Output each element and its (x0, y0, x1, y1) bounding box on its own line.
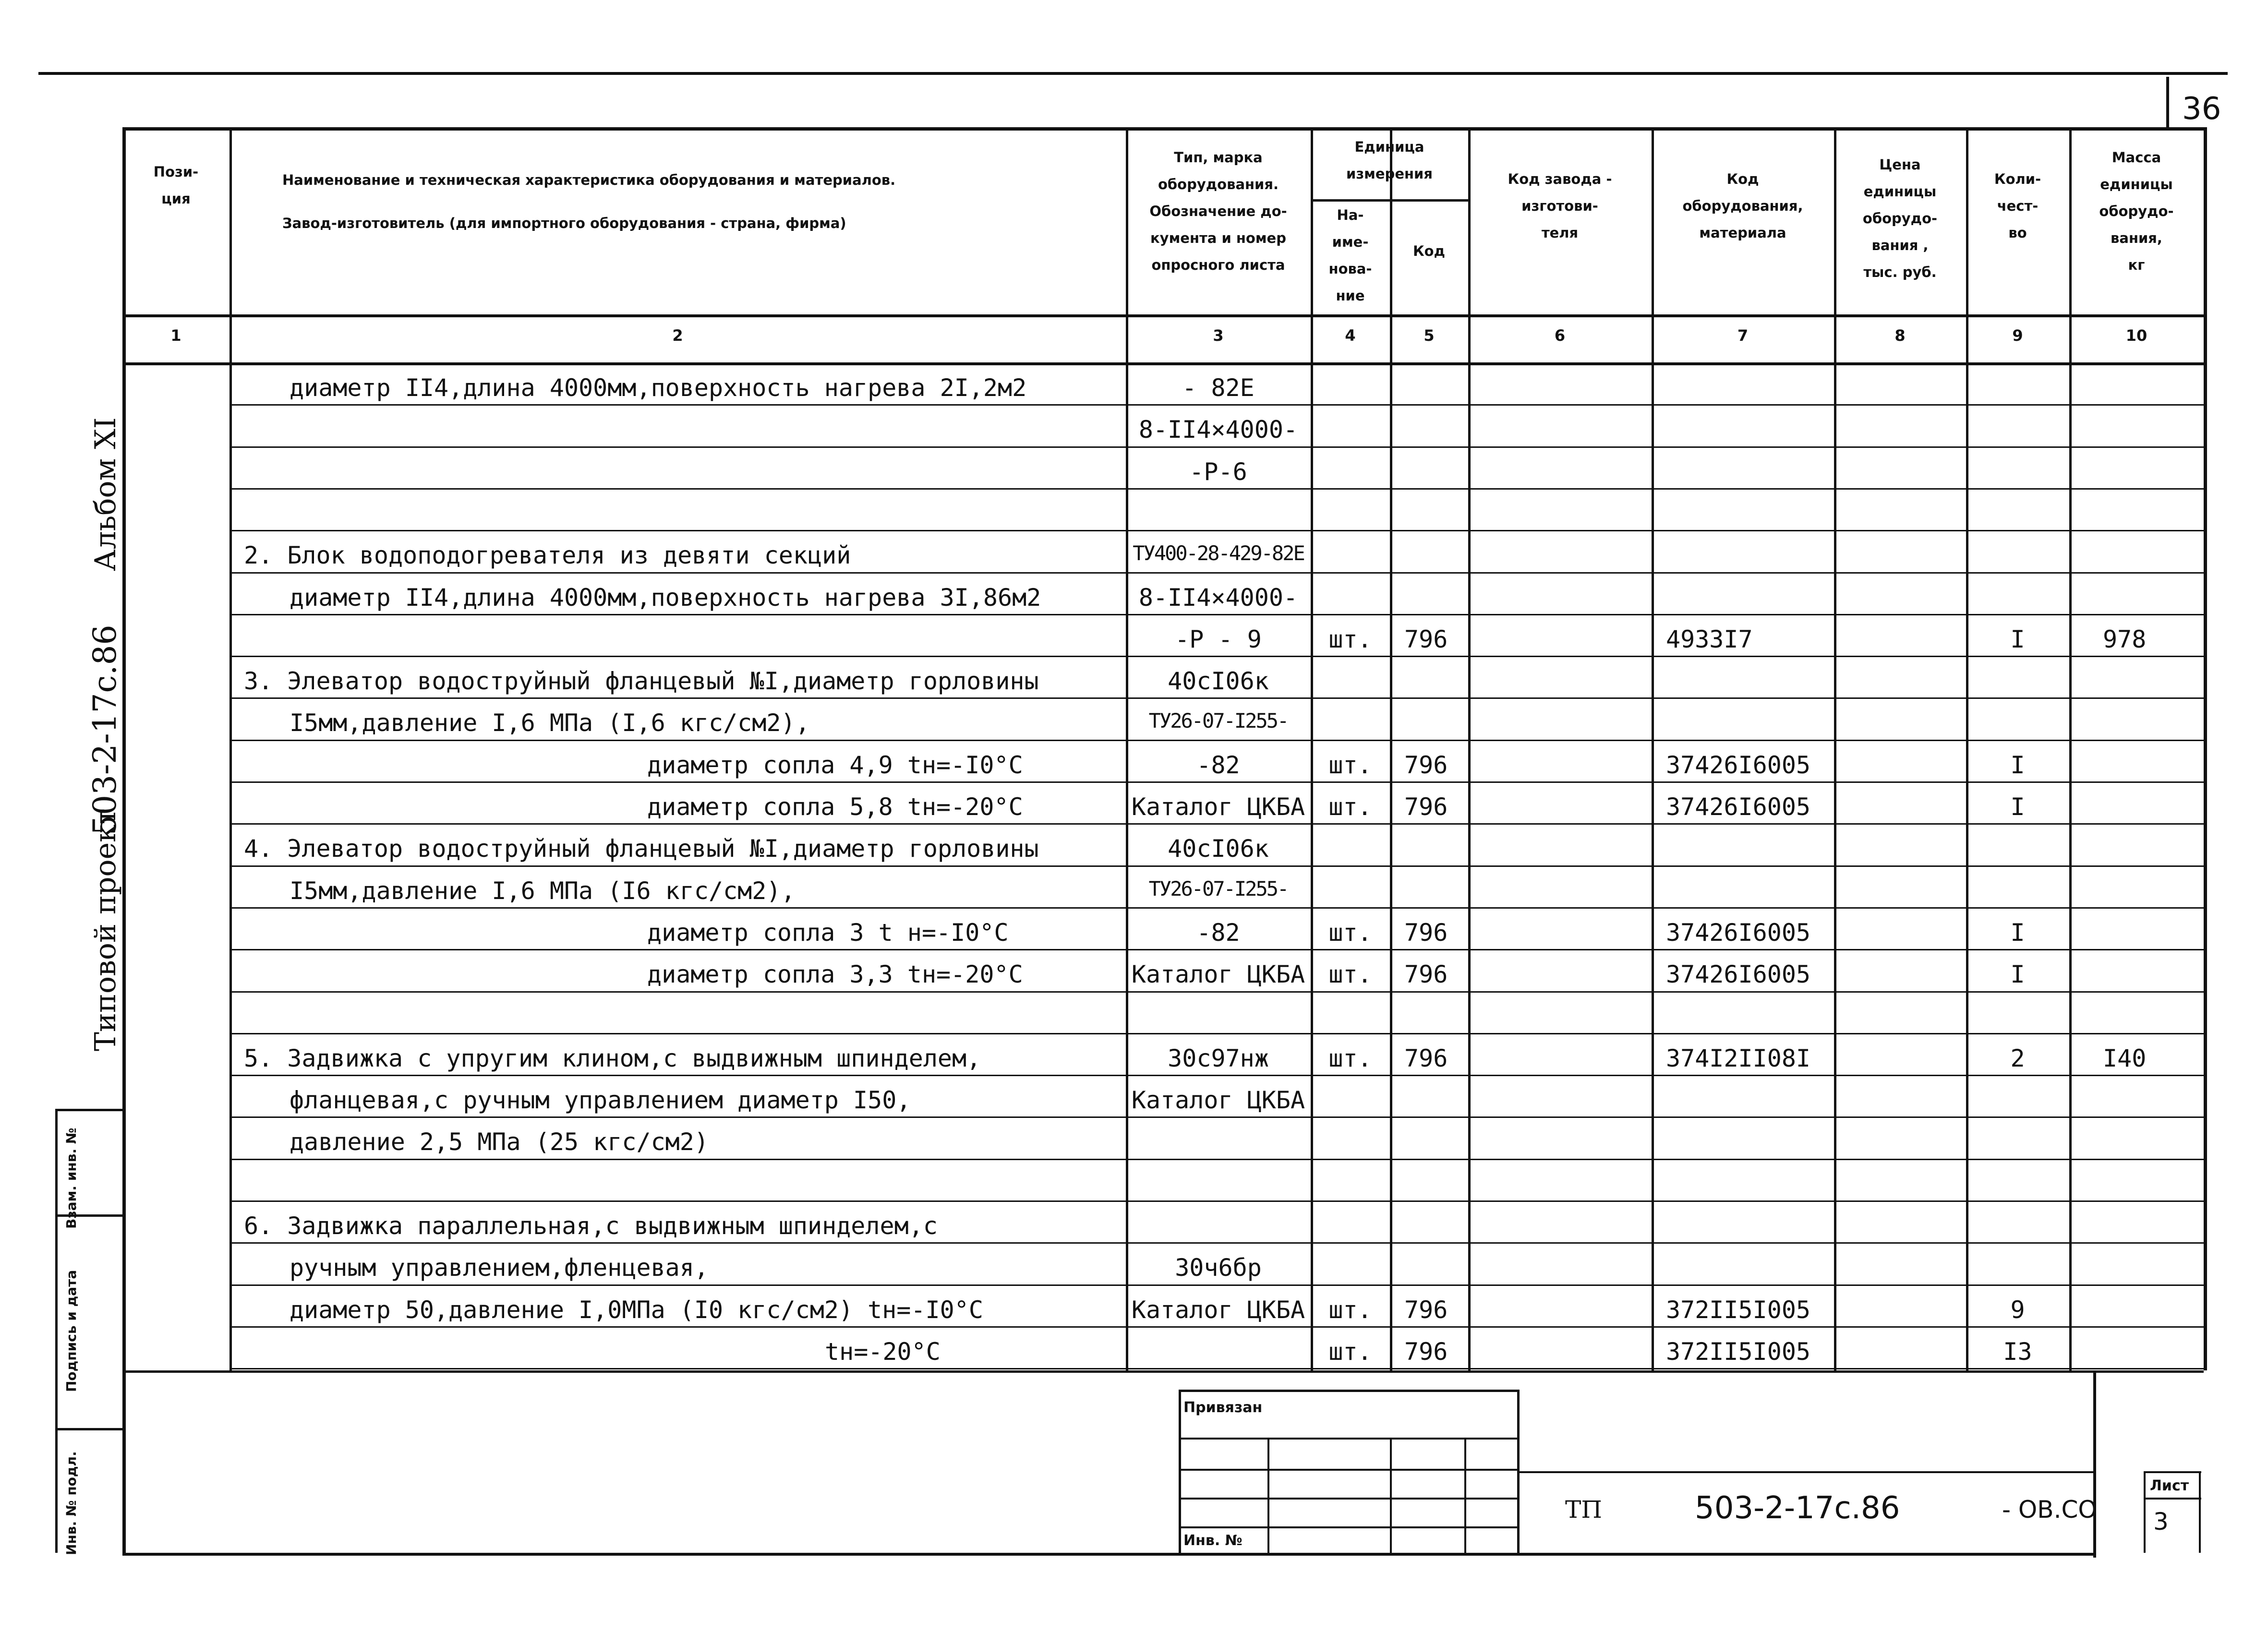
item-name: ручным управлением,фленцевая, (290, 1254, 709, 1282)
row-rule (229, 572, 2204, 574)
row-rule (229, 656, 2204, 657)
header-unit-code: Код (1412, 243, 1446, 259)
item-name: диаметр сопла 3 t н=-I0°С (647, 918, 1009, 947)
item-quantity: I (2010, 960, 2025, 989)
page-number-box-left (2166, 77, 2169, 130)
column-rule (2069, 127, 2072, 1370)
stamp-rule (2144, 1471, 2201, 1473)
row-rule (229, 446, 2204, 448)
row-rule (229, 865, 2204, 867)
stamp-rule (1179, 1498, 1520, 1500)
item-unit: шт. (1328, 751, 1372, 779)
item-name: 4. Элеватор водоструйный фланцевый №I,диаметр горловины (244, 835, 1039, 863)
item-unit: шт. (1328, 918, 1372, 947)
header-unit-name: На- име- нова- ние (1328, 207, 1372, 304)
item-type: -Р - 9 (1175, 625, 1262, 653)
item-unit-code: 796 (1404, 1296, 1448, 1324)
column-number: 1 (170, 326, 181, 345)
item-name: диаметр II4,длина 4000мм,поверхность нагрева 3I,86м2 (290, 583, 1041, 612)
item-type: ТУ26-07-I255- (1148, 876, 1288, 900)
side-strip-rule (55, 1428, 122, 1430)
item-type: 8-II4×4000- (1138, 416, 1298, 444)
column-number: 2 (672, 326, 683, 345)
header-equipment-code: Код оборудования, материала (1682, 171, 1803, 241)
column-number: 5 (1424, 326, 1435, 345)
stamp-rule (1179, 1469, 1520, 1471)
column-rule (229, 127, 232, 1370)
project-type-caption: Типовой проект (89, 808, 122, 1051)
item-equipment-code: 372II5I005 (1666, 1296, 1811, 1324)
stamp-rule (1179, 1438, 1520, 1440)
item-quantity: I (2010, 793, 2025, 821)
item-unit-code: 796 (1404, 751, 1448, 779)
item-quantity: I (2010, 751, 2025, 779)
stamp-right-border (2093, 1370, 2096, 1558)
item-name: диаметр сопла 4,9 tн=-I0°С (647, 751, 1023, 779)
stamp-document-suffix: - ОВ.СО (2002, 1496, 2097, 1524)
item-name: 2. Блок водоподогревателя из девяти секций (244, 541, 851, 570)
album-caption: Альбом XI (89, 417, 122, 571)
column-number: 10 (2125, 326, 2147, 345)
row-rule (229, 907, 2204, 909)
row-rule (229, 488, 2204, 490)
row-rule (229, 823, 2204, 825)
side-strip-rule (55, 1109, 122, 1111)
header-bottom-rule (122, 314, 2204, 317)
item-unit-code: 796 (1404, 793, 1448, 821)
item-type: 30с97нж (1168, 1044, 1269, 1072)
header-price: Цена единицы оборудо- вания , тыс. руб. (1862, 156, 1938, 280)
row-rule (229, 991, 2204, 993)
stamp-rule (2144, 1471, 2146, 1553)
item-equipment-code: 372II5I005 (1666, 1337, 1811, 1366)
item-equipment-code: 4933I7 (1666, 625, 1753, 653)
item-equipment-code: 374I2II08I (1666, 1044, 1811, 1072)
item-quantity: I3 (2003, 1337, 2032, 1366)
column-rule (1390, 127, 1392, 1370)
column-rule (1468, 127, 1471, 1370)
item-type: ТУ26-07-I255- (1148, 709, 1288, 733)
stamp-rule (1179, 1526, 1520, 1528)
column-rule (1834, 127, 1836, 1370)
row-rule (229, 614, 2204, 615)
stamp-rule (1267, 1438, 1269, 1553)
header-mass: Масса единицы оборудо- вания, кг (2099, 149, 2174, 273)
item-unit-code: 796 (1404, 1044, 1448, 1072)
item-equipment-code: 37426I6005 (1666, 793, 1811, 821)
item-quantity: 9 (2010, 1296, 2025, 1324)
column-rule (1652, 127, 1654, 1370)
original-inventory-label: Инв. № подл. (63, 1451, 79, 1555)
item-name: фланцевая,с ручным управлением диаметр I50, (290, 1086, 911, 1115)
stamp-rule (2199, 1471, 2201, 1553)
column-number: 3 (1213, 326, 1224, 345)
item-name: 6. Задвижка параллельная,с выдвижным шпинделем,с (244, 1212, 938, 1240)
item-unit: шт. (1328, 960, 1372, 989)
item-name: диаметр сопла 5,8 tн=-20°С (647, 793, 1023, 821)
top-rule (38, 72, 2228, 75)
item-type: - 82Е (1182, 374, 1255, 402)
row-rule (229, 1242, 2204, 1244)
item-name: I5мм,давление I,6 МПа (I6 кгс/см2), (290, 876, 796, 905)
header-factory-code: Код завода - изготови- теля (1508, 171, 1612, 241)
row-rule (229, 404, 2204, 406)
item-quantity: 2 (2010, 1044, 2025, 1072)
table-bottom-border (122, 1553, 2093, 1556)
item-type: Каталог ЦКБА (1131, 793, 1305, 821)
item-name: 5. Задвижка с упругим клином,с выдвижным шпинделем, (244, 1044, 981, 1072)
header-name: Наименование и техническая характеристика оборудования и материалов. Завод-изготовитель (для импортного оборудования - страна, фирма) (282, 172, 896, 231)
row-rule (229, 1075, 2204, 1076)
stamp-rule (2144, 1498, 2201, 1500)
item-unit-code: 796 (1404, 1337, 1448, 1366)
item-unit-code: 796 (1404, 918, 1448, 947)
signature-date-label: Подпись и дата (63, 1270, 79, 1392)
row-rule (229, 781, 2204, 783)
column-number: 8 (1894, 326, 1906, 345)
item-quantity: I (2010, 625, 2025, 653)
row-rule (229, 1326, 2204, 1328)
header-type: Тип, марка оборудования. Обозначение до- кумента и номер опросного листа (1149, 149, 1287, 273)
stamp-rule (1464, 1438, 1466, 1553)
sheet-number: 3 (2153, 1508, 2169, 1536)
item-type: ТУ400-28-429-82Е (1133, 541, 1304, 565)
item-name: I5мм,давление I,6 МПа (I,6 кгс/см2), (290, 709, 810, 737)
item-type: 30ч6бр (1175, 1254, 1262, 1282)
item-unit: шт. (1328, 793, 1372, 821)
item-type: Каталог ЦКБА (1131, 1296, 1305, 1324)
table-right-border (2204, 127, 2207, 1370)
item-unit-code: 796 (1404, 960, 1448, 989)
row-rule (229, 697, 2204, 699)
row-rule (229, 1116, 2204, 1118)
item-name: 3. Элеватор водоструйный фланцевый №I,диаметр горловины (244, 667, 1039, 696)
item-type: 40сI06к (1168, 667, 1269, 696)
item-name: давление 2,5 МПа (25 кгс/см2) (290, 1128, 709, 1156)
item-name: диаметр II4,длина 4000мм,поверхность нагрева 2I,2м2 (290, 374, 1027, 402)
item-type: Каталог ЦКБА (1131, 960, 1305, 989)
item-unit: шт. (1328, 1337, 1372, 1366)
row-rule (229, 530, 2204, 531)
row-rule (229, 1159, 2204, 1160)
item-mass: I40 (2103, 1044, 2147, 1072)
table-top-border (122, 127, 2204, 131)
stamp-inventory-label: Инв. № (1183, 1532, 1243, 1549)
item-quantity: I (2010, 918, 2025, 947)
body-bottom-rule (122, 1370, 2204, 1373)
item-type: -82 (1196, 918, 1240, 947)
stamp-rule (1390, 1438, 1392, 1553)
project-code-caption: 503-2-17с.86 (86, 624, 123, 835)
sheet-label: Лист (2150, 1477, 2189, 1494)
item-type: -Р-6 (1189, 457, 1247, 486)
item-type: 40сI06к (1168, 835, 1269, 863)
page-number: 36 (2182, 91, 2221, 127)
item-type: -82 (1196, 751, 1240, 779)
item-equipment-code: 37426I6005 (1666, 960, 1811, 989)
stamp-rule (1179, 1390, 1181, 1553)
column-rule (1311, 127, 1313, 1370)
item-unit: шт. (1328, 1296, 1372, 1324)
item-type: Каталог ЦКБА (1131, 1086, 1305, 1115)
row-rule (229, 362, 2204, 364)
row-rule (229, 1033, 2204, 1034)
item-mass: 978 (2103, 625, 2147, 653)
column-rule (1966, 127, 1968, 1370)
item-name: диаметр сопла 3,3 tн=-20°С (647, 960, 1023, 989)
row-rule (229, 1284, 2204, 1286)
item-name: tн=-20°С (825, 1337, 941, 1366)
replace-inventory-label: Взам. инв. № (63, 1128, 79, 1229)
stamp-tied-label: Привязан (1183, 1399, 1263, 1416)
header-position: Пози- ция (153, 164, 199, 207)
column-number: 4 (1345, 326, 1356, 345)
column-number: 9 (2012, 326, 2023, 345)
header-quantity: Коли- чест- во (1994, 171, 2041, 241)
item-name: диаметр 50,давление I,0МПа (I0 кгс/см2) tн=-I0°С (290, 1296, 983, 1324)
stamp-rule (1520, 1471, 2093, 1473)
header-unit-group: Единица измерения (1346, 139, 1433, 182)
row-rule (229, 1200, 2204, 1202)
column-number: 7 (1737, 326, 1749, 345)
item-type: 8-II4×4000- (1138, 583, 1298, 612)
item-equipment-code: 37426I6005 (1666, 751, 1811, 779)
column-number: 6 (1554, 326, 1566, 345)
stamp-document-code: 503-2-17с.86 (1695, 1490, 1900, 1526)
item-unit: шт. (1328, 625, 1372, 653)
item-unit-code: 796 (1404, 625, 1448, 653)
item-equipment-code: 37426I6005 (1666, 918, 1811, 947)
item-unit: шт. (1328, 1044, 1372, 1072)
stamp-rule (1179, 1390, 1520, 1392)
row-rule (229, 949, 2204, 950)
row-rule (229, 740, 2204, 741)
stamp-tp: ТП (1565, 1496, 1602, 1524)
row-rule (229, 1368, 2204, 1369)
column-rule (1126, 127, 1128, 1370)
side-strip-left (55, 1109, 58, 1553)
